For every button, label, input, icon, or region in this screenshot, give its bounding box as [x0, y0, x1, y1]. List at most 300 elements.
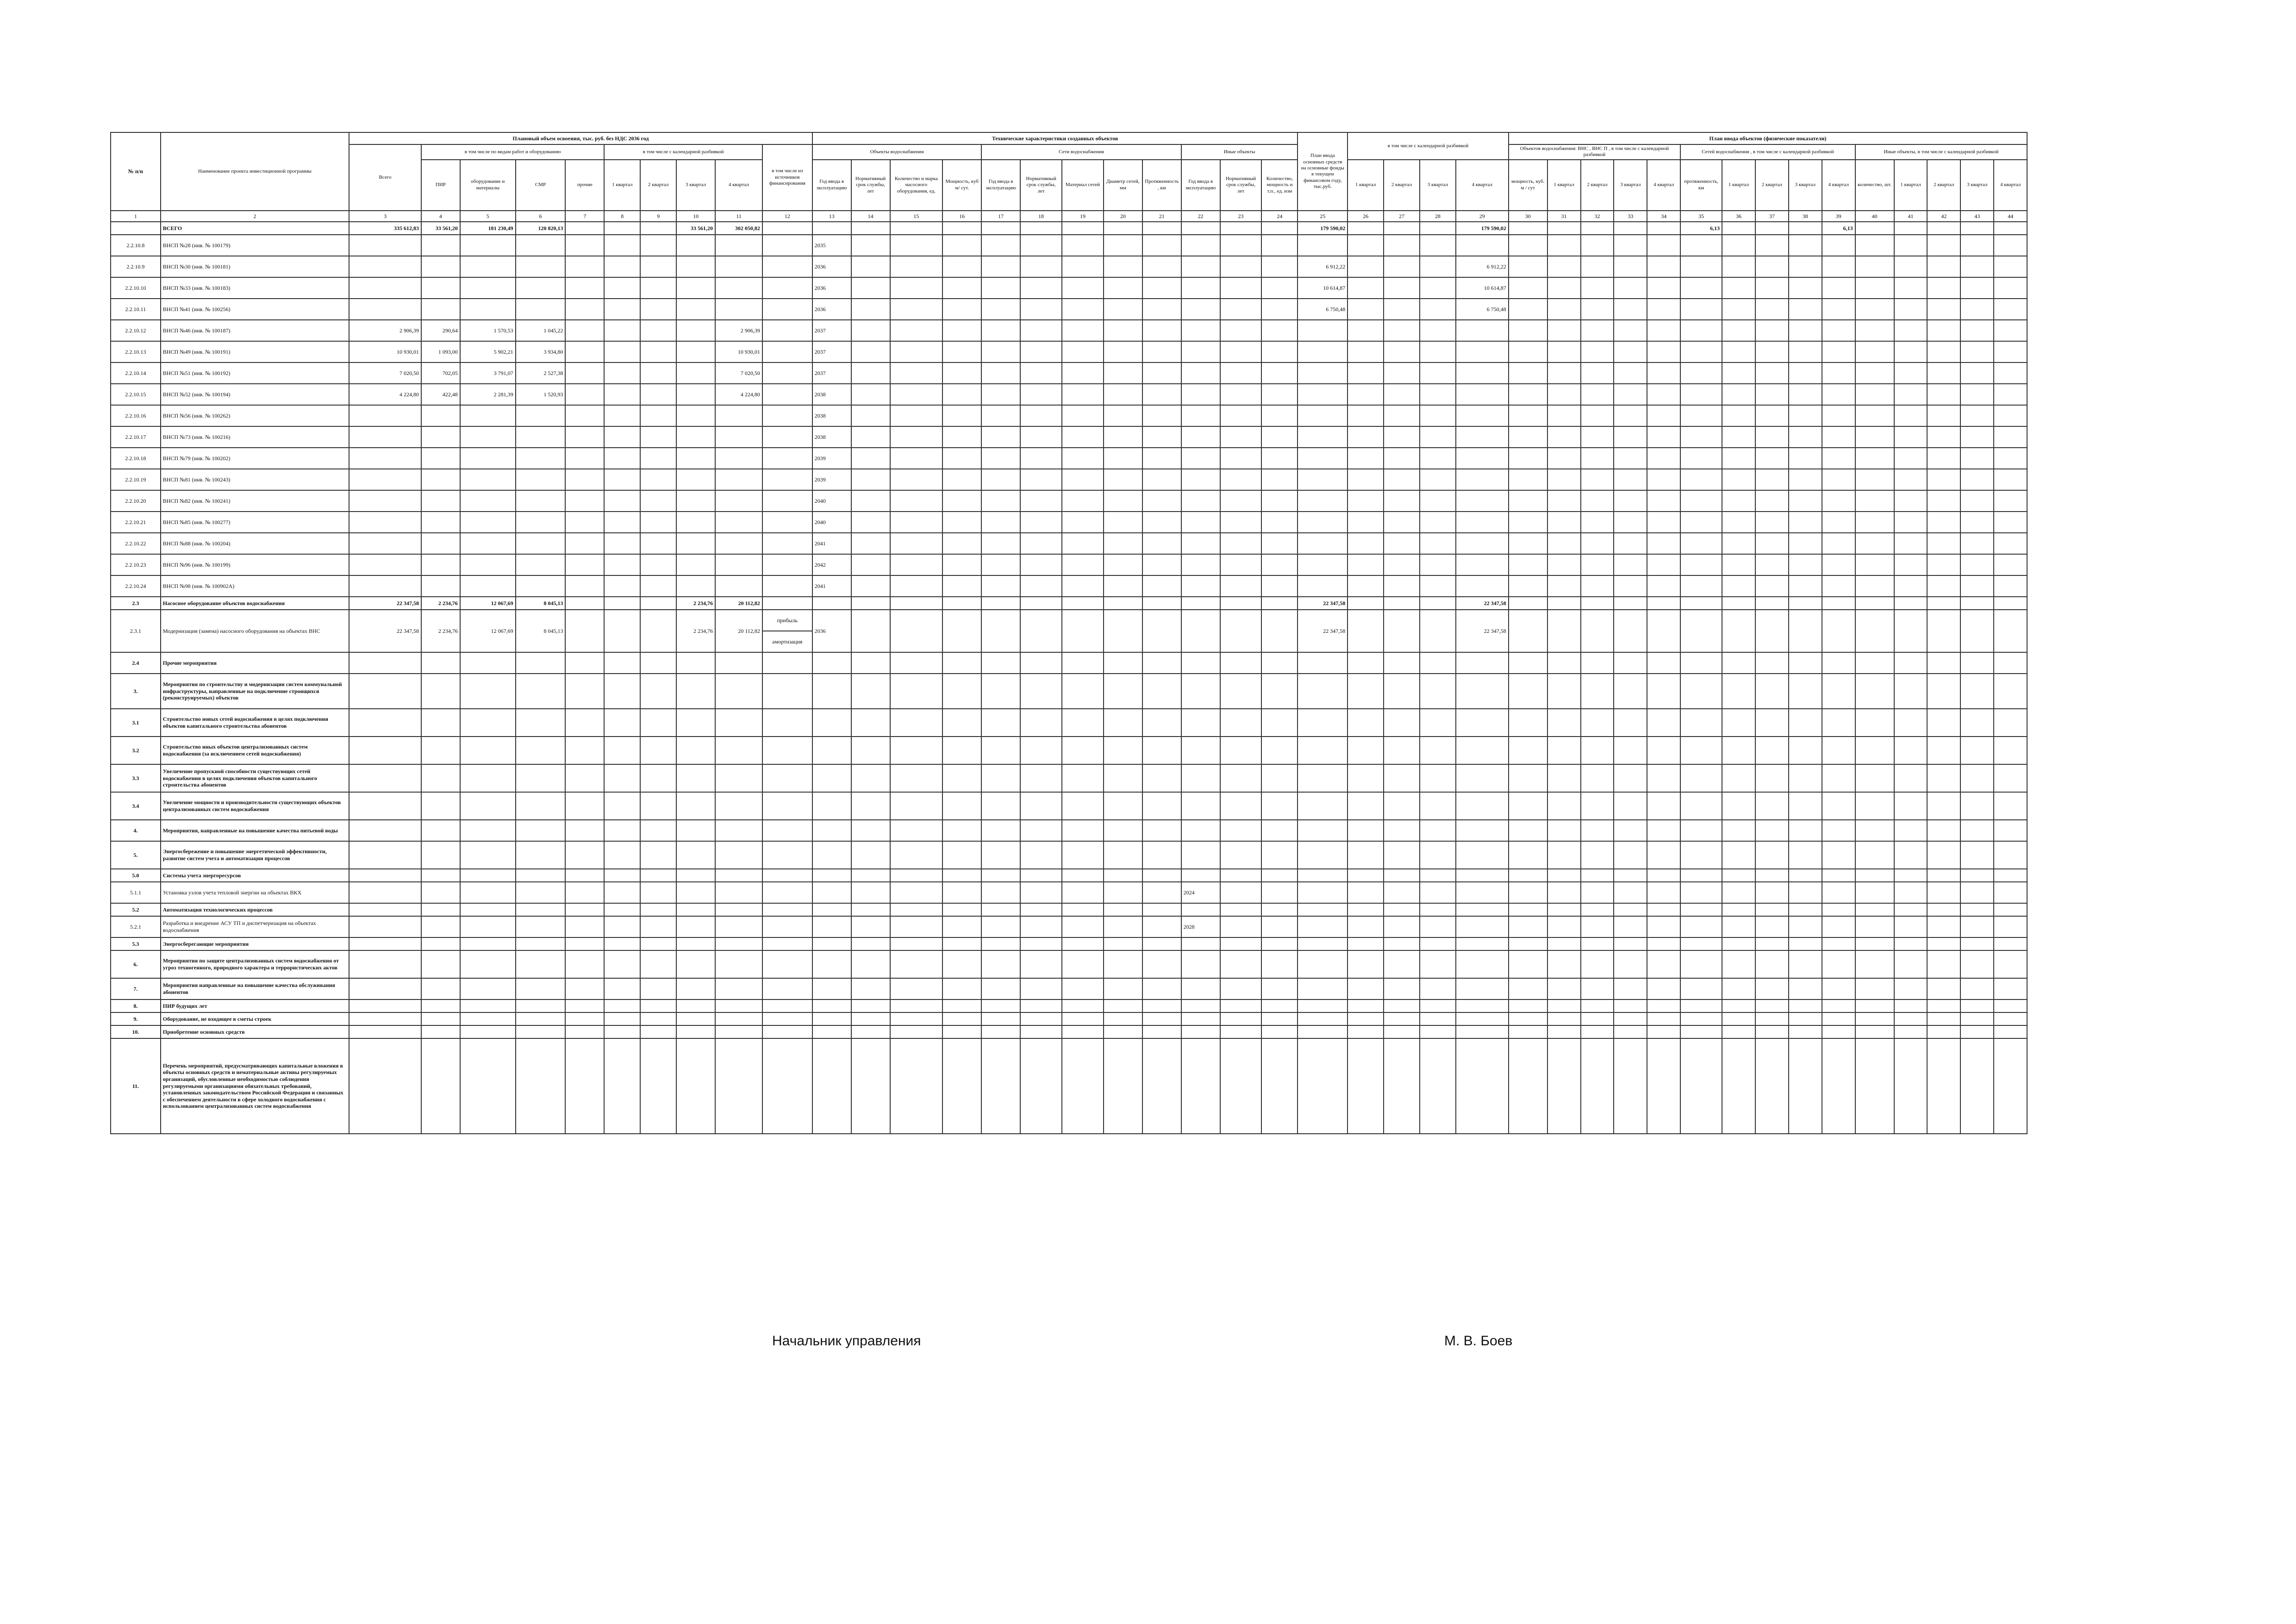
cell — [1614, 448, 1647, 469]
cell — [1062, 916, 1104, 937]
cell — [1104, 512, 1142, 533]
cell — [1020, 405, 1062, 426]
section-name: Мероприятия по строительству и модернизации систем коммунальной инфраструктуры, направленные на подключение строящихся (реконструируемых) объектов — [161, 674, 349, 709]
cell — [762, 490, 812, 512]
cell — [1062, 820, 1104, 841]
cell — [1509, 903, 1547, 916]
row-q4 — [715, 490, 762, 512]
cell — [1062, 937, 1104, 950]
cell — [1722, 978, 1755, 999]
cell — [565, 737, 604, 764]
cell — [1547, 299, 1581, 320]
cell — [1647, 937, 1680, 950]
cell — [460, 950, 516, 978]
cell — [1894, 903, 1928, 916]
cell — [1547, 554, 1581, 575]
cell — [1348, 469, 1384, 490]
row-name: ВНСП №88 (инв. № 100204) — [161, 533, 349, 554]
cell — [1789, 469, 1822, 490]
cell — [1062, 533, 1104, 554]
cell — [1348, 903, 1384, 916]
cell — [1680, 299, 1722, 320]
cell — [1509, 405, 1547, 426]
cell — [565, 320, 604, 341]
cell — [1927, 820, 1960, 841]
cell — [1420, 610, 1456, 652]
cell — [1220, 490, 1262, 512]
cell — [981, 533, 1020, 554]
column-number: 30 — [1509, 211, 1547, 222]
cell — [604, 709, 640, 737]
cell — [460, 652, 516, 674]
cell — [460, 978, 516, 999]
row-equipment — [460, 426, 516, 448]
cell — [1220, 362, 1262, 384]
cell — [1755, 841, 1789, 869]
row-year: 2039 — [812, 448, 851, 469]
cell — [1994, 426, 2027, 448]
cell — [762, 448, 812, 469]
cell — [676, 277, 715, 299]
header-pir: ПИР — [421, 160, 460, 211]
cell — [1220, 709, 1262, 737]
section-row — [111, 764, 2027, 792]
cell — [1220, 820, 1262, 841]
cell — [1994, 1025, 2027, 1038]
cell — [1614, 869, 1647, 882]
row-smr — [516, 277, 566, 299]
row-q4: 20 112,82 — [715, 610, 762, 652]
cell — [1509, 882, 1547, 903]
row-q4 — [715, 299, 762, 320]
cell — [1927, 554, 1960, 575]
cell — [1384, 937, 1420, 950]
table-row — [111, 384, 2027, 405]
cell — [715, 903, 762, 916]
cell — [1722, 674, 1755, 709]
header-q3-b: 3 квартал — [1420, 160, 1456, 211]
total-value: 33 561,20 — [676, 222, 715, 235]
cell — [1822, 792, 1855, 820]
table-row — [111, 469, 2027, 490]
cell — [1960, 575, 1994, 597]
cell — [1456, 1025, 1509, 1038]
cell — [981, 384, 1020, 405]
cell — [1298, 709, 1348, 737]
cell — [1181, 674, 1220, 709]
cell — [1994, 674, 2027, 709]
cell — [1822, 978, 1855, 999]
cell — [460, 820, 516, 841]
cell — [942, 320, 981, 341]
cell — [676, 512, 715, 533]
cell — [890, 792, 943, 820]
cell — [981, 597, 1020, 610]
header-capacity: Мощность, куб м/ сут. — [942, 160, 981, 211]
cell — [1509, 1038, 1547, 1134]
cell — [1927, 320, 1960, 341]
cell — [1927, 737, 1960, 764]
cell — [715, 792, 762, 820]
cell — [1020, 490, 1062, 512]
cell — [1581, 256, 1614, 277]
cell — [676, 341, 715, 362]
row-number: 2.2.10.17 — [111, 426, 161, 448]
cell — [1680, 999, 1722, 1012]
cell — [1680, 405, 1722, 426]
cell — [1855, 222, 1894, 235]
header-networks-split: Сетей водоснабжения , в том числе с календарной разбивкой — [1680, 144, 1855, 160]
row-plan-fixed: 10 614,87 — [1298, 277, 1348, 299]
cell — [516, 1012, 566, 1025]
cell — [1384, 820, 1420, 841]
cell — [981, 320, 1020, 341]
cell — [1927, 764, 1960, 792]
cell — [890, 709, 943, 737]
cell — [516, 764, 566, 792]
cell — [1755, 533, 1789, 554]
cell — [851, 610, 890, 652]
cell — [762, 1025, 812, 1038]
cell — [1680, 597, 1722, 610]
cell — [715, 882, 762, 903]
cell — [890, 448, 943, 469]
cell — [1614, 792, 1647, 820]
cell — [1855, 869, 1894, 882]
row-smr: 1 045,22 — [516, 320, 566, 341]
cell — [1894, 469, 1928, 490]
row-total — [349, 533, 421, 554]
column-number: 12 — [762, 211, 812, 222]
cell — [565, 362, 604, 384]
cell — [349, 999, 421, 1012]
cell — [1722, 448, 1755, 469]
cell — [1722, 341, 1755, 362]
cell — [1181, 737, 1220, 764]
cell — [1420, 512, 1456, 533]
cell — [1894, 916, 1928, 937]
cell — [676, 469, 715, 490]
total-value: 6,13 — [1822, 222, 1855, 235]
cell — [1822, 916, 1855, 937]
cell — [1384, 512, 1420, 533]
header-water-objects: Объекты водоснабжения — [812, 144, 981, 160]
cell — [1384, 384, 1420, 405]
cell — [565, 709, 604, 737]
row-total — [349, 405, 421, 426]
section-number: 5.1.1 — [111, 882, 161, 903]
cell — [604, 448, 640, 469]
cell — [349, 1038, 421, 1134]
cell — [1142, 820, 1181, 841]
cell — [1789, 554, 1822, 575]
cell — [1020, 256, 1062, 277]
cell — [1261, 256, 1298, 277]
header-tech-characteristics: Технические характеристики созданных объектов — [812, 132, 1298, 144]
row-name: ВНСП №81 (инв. № 100243) — [161, 469, 349, 490]
cell — [1960, 554, 1994, 575]
total-value: 120 820,13 — [516, 222, 566, 235]
row-pir — [421, 235, 460, 256]
cell — [1647, 999, 1680, 1012]
cell — [981, 709, 1020, 737]
cell — [676, 820, 715, 841]
cell — [1298, 978, 1348, 999]
cell — [1509, 256, 1547, 277]
cell — [1062, 652, 1104, 674]
cell — [1020, 235, 1062, 256]
cell — [851, 341, 890, 362]
cell — [1789, 652, 1822, 674]
cell — [851, 256, 890, 277]
cell — [604, 235, 640, 256]
row-year: 2035 — [812, 235, 851, 256]
cell — [1062, 277, 1104, 299]
cell — [762, 512, 812, 533]
cell — [1420, 820, 1456, 841]
cell — [516, 792, 566, 820]
header-by-work-type: в том числе по видам работ и оборудованию — [421, 144, 604, 160]
cell — [1298, 916, 1348, 937]
cell — [1020, 1025, 1062, 1038]
cell — [1384, 916, 1420, 937]
row-number: 2.3 — [111, 597, 161, 610]
cell — [1384, 950, 1420, 978]
row-total — [349, 512, 421, 533]
cell — [851, 448, 890, 469]
cell — [851, 597, 890, 610]
cell — [1722, 277, 1755, 299]
cell — [1894, 610, 1928, 652]
cell — [1348, 652, 1384, 674]
cell — [1855, 235, 1894, 256]
cell — [1755, 709, 1789, 737]
cell — [1789, 820, 1822, 841]
cell — [1994, 764, 2027, 792]
cell — [1789, 256, 1822, 277]
cell — [851, 841, 890, 869]
cell — [1960, 737, 1994, 764]
cell — [1020, 916, 1062, 937]
cell — [1927, 1025, 1960, 1038]
cell — [516, 903, 566, 916]
cell — [676, 674, 715, 709]
cell — [1722, 999, 1755, 1012]
cell — [1960, 597, 1994, 610]
cell — [812, 674, 851, 709]
cell — [851, 869, 890, 882]
cell — [1384, 652, 1420, 674]
cell — [1680, 469, 1722, 490]
cell — [942, 792, 981, 820]
cell — [1960, 469, 1994, 490]
cell — [1755, 1012, 1789, 1025]
cell — [1822, 1025, 1855, 1038]
row-number: 2.2.10.10 — [111, 277, 161, 299]
row-pir — [421, 490, 460, 512]
cell — [1581, 820, 1614, 841]
cell — [1261, 820, 1298, 841]
cell — [1104, 1025, 1142, 1038]
cell — [565, 426, 604, 448]
header-q2-b: 2 квартал — [1384, 160, 1420, 211]
cell — [715, 674, 762, 709]
cell — [1581, 882, 1614, 903]
row-year: 2037 — [812, 320, 851, 341]
cell — [1420, 903, 1456, 916]
cell — [1894, 882, 1928, 903]
cell — [349, 674, 421, 709]
cell — [812, 1038, 851, 1134]
cell — [676, 448, 715, 469]
cell — [1581, 235, 1614, 256]
cell — [1384, 674, 1420, 709]
cell — [851, 426, 890, 448]
cell — [1755, 764, 1789, 792]
cell — [942, 299, 981, 320]
cell — [421, 820, 460, 841]
cell — [1855, 469, 1894, 490]
cell — [604, 426, 640, 448]
cell — [604, 903, 640, 916]
cell — [1647, 512, 1680, 533]
column-number: 16 — [942, 211, 981, 222]
cell — [676, 235, 715, 256]
cell — [1062, 341, 1104, 362]
cell — [1420, 235, 1456, 256]
header-other: прочие — [565, 160, 604, 211]
cell — [1647, 341, 1680, 362]
cell — [1384, 610, 1420, 652]
cell — [1420, 448, 1456, 469]
cell — [890, 737, 943, 764]
cell — [1420, 999, 1456, 1012]
cell — [1581, 950, 1614, 978]
cell — [1384, 235, 1420, 256]
cell — [1894, 384, 1928, 405]
section-number: 5.0 — [111, 869, 161, 882]
cell — [1420, 277, 1456, 299]
cell — [812, 950, 851, 978]
cell — [604, 916, 640, 937]
row-plan-q4 — [1456, 448, 1509, 469]
cell — [1456, 792, 1509, 820]
cell — [1220, 610, 1262, 652]
section-name: Автоматизация технологических процессов — [161, 903, 349, 916]
cell — [1960, 1025, 1994, 1038]
cell — [1142, 426, 1181, 448]
cell — [1420, 709, 1456, 737]
cell — [676, 490, 715, 512]
cell — [421, 1025, 460, 1038]
cell — [565, 554, 604, 575]
cell — [1384, 490, 1420, 512]
cell — [1822, 299, 1855, 320]
cell — [516, 652, 566, 674]
cell — [1384, 841, 1420, 869]
cell — [1420, 222, 1456, 235]
cell — [1298, 674, 1348, 709]
cell — [762, 320, 812, 341]
cell — [942, 674, 981, 709]
cell — [640, 978, 676, 999]
cell — [1142, 320, 1181, 341]
cell — [981, 341, 1020, 362]
cell — [1680, 950, 1722, 978]
cell — [1822, 448, 1855, 469]
cell — [851, 533, 890, 554]
cell — [640, 674, 676, 709]
header-equipment: оборудование и материалы — [460, 160, 516, 211]
cell — [1755, 737, 1789, 764]
cell — [890, 575, 943, 597]
header-capacity-short: мощность, куб. м / сут — [1509, 160, 1547, 211]
cell — [565, 869, 604, 882]
cell — [981, 469, 1020, 490]
cell — [1142, 256, 1181, 277]
column-number: 24 — [1261, 211, 1298, 222]
cell — [1614, 235, 1647, 256]
cell — [1384, 554, 1420, 575]
cell — [1509, 469, 1547, 490]
cell — [1181, 426, 1220, 448]
column-number: 17 — [981, 211, 1020, 222]
cell — [1755, 903, 1789, 916]
section-name: Мероприятия, направленные на повышение качества питьевой воды — [161, 820, 349, 841]
cell — [349, 903, 421, 916]
cell — [421, 1012, 460, 1025]
table-row — [111, 320, 2027, 341]
cell — [1722, 426, 1755, 448]
cell — [565, 652, 604, 674]
cell — [565, 384, 604, 405]
cell — [1261, 1038, 1298, 1134]
cell — [1722, 737, 1755, 764]
cell — [1994, 299, 2027, 320]
column-number: 38 — [1789, 211, 1822, 222]
section-name: Энергосберегающие мероприятия — [161, 937, 349, 950]
cell — [1384, 903, 1420, 916]
header-by-quarter: в том числе с календарной разбивкой — [604, 144, 762, 160]
cell — [1789, 1038, 1822, 1134]
cell — [1104, 882, 1142, 903]
cell — [1220, 841, 1262, 869]
cell — [1614, 299, 1647, 320]
row-name: ВНСП №85 (инв. № 100277) — [161, 512, 349, 533]
cell — [421, 764, 460, 792]
cell — [762, 764, 812, 792]
cell — [1994, 533, 2027, 554]
table-row — [111, 554, 2027, 575]
cell — [1789, 937, 1822, 950]
cell — [1348, 1038, 1384, 1134]
cell — [1298, 1038, 1348, 1134]
cell — [1104, 903, 1142, 916]
cell — [1680, 652, 1722, 674]
cell — [851, 384, 890, 405]
cell — [942, 362, 981, 384]
cell — [1298, 792, 1348, 820]
cell — [460, 1012, 516, 1025]
cell — [1142, 341, 1181, 362]
cell — [1062, 490, 1104, 512]
cell — [890, 299, 943, 320]
cell — [565, 256, 604, 277]
cell — [1927, 978, 1960, 999]
row-equipment — [460, 533, 516, 554]
cell — [1142, 490, 1181, 512]
cell — [1927, 610, 1960, 652]
